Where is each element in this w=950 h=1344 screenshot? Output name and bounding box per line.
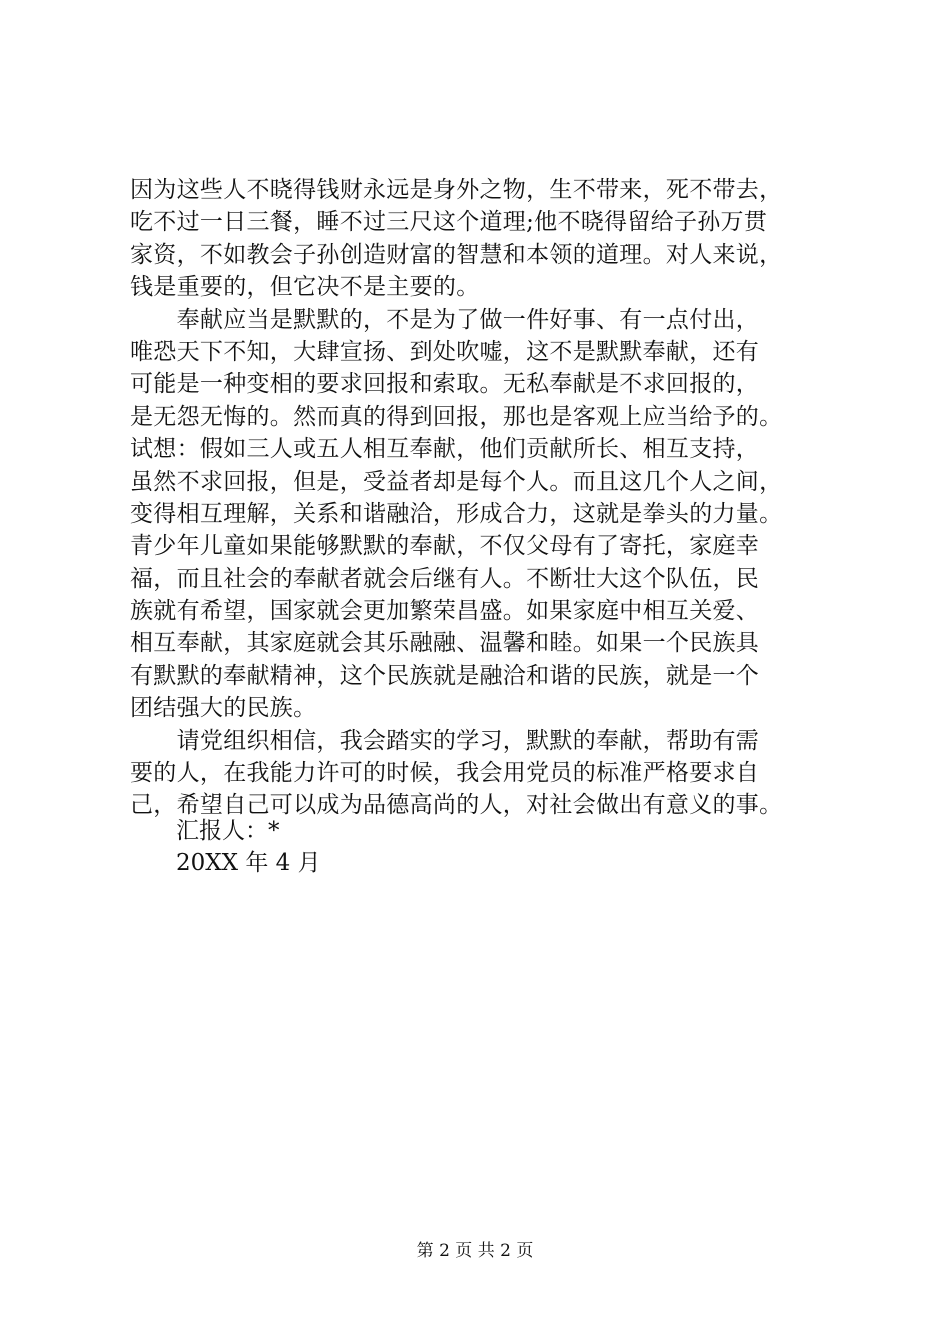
body-text bbox=[130, 174, 842, 822]
text-line: 有默默的奉献精神，这个民族就是融洽和谐的民族，就是一个 bbox=[130, 662, 760, 689]
text-line: 团结强大的民族。 bbox=[130, 695, 317, 722]
text-line: 要的人，在我能力许可的时候，我会用党员的标准严格要求自 bbox=[130, 760, 760, 787]
text-line: 唯恐天下不知，大肆宣扬、到处吹嘘，这不是默默奉献，还有 bbox=[130, 338, 760, 365]
text-line: 己，希望自己可以成为品德高尚的人，对社会做出有意义的事。 bbox=[130, 792, 783, 819]
date-line: 20XX 年 4 月 bbox=[176, 850, 321, 877]
text-line: 请党组织相信，我会踏实的学习，默默的奉献，帮助有需 bbox=[130, 727, 760, 754]
text-line: 吃不过一日三餐，睡不过三尺这个道理;他不晓得留给子孙万贯 bbox=[130, 209, 768, 236]
signature-block bbox=[176, 815, 321, 880]
text-line: 钱是重要的，但它决不是主要的。 bbox=[130, 274, 480, 301]
text-line: 试想：假如三人或五人相互奉献，他们贡献所长、相互支持， bbox=[130, 436, 760, 463]
text-line: 相互奉献，其家庭就会其乐融融、温馨和睦。如果一个民族具 bbox=[130, 630, 760, 657]
reporter-line: 汇报人：* bbox=[176, 818, 280, 844]
text-line: 族就有希望，国家就会更加繁荣昌盛。如果家庭中相互关爱、 bbox=[130, 598, 760, 625]
text-line: 家资，不如教会子孙创造财富的智慧和本领的道理。对人来说， bbox=[130, 241, 783, 268]
text-line: 因为这些人不晓得钱财永远是身外之物，生不带来，死不带去， bbox=[130, 177, 783, 203]
text-line: 青少年儿童如果能够默默的奉献，不仅父母有了寄托，家庭幸 bbox=[130, 533, 760, 560]
text-line: 是无怨无悔的。然而真的得到回报，那也是客观上应当给予的。 bbox=[130, 403, 783, 430]
text-line: 奉献应当是默默的，不是为了做一件好事、有一点付出， bbox=[130, 306, 760, 333]
text-line: 福，而且社会的奉献者就会后继有人。不断壮大这个队伍，民 bbox=[130, 565, 760, 592]
page-footer: 第 2 页 共 2 页 bbox=[416, 1241, 534, 1261]
text-line: 可能是一种变相的要求回报和索取。无私奉献是不求回报的， bbox=[130, 371, 760, 398]
text-line: 变得相互理解，关系和谐融洽，形成合力，这就是拳头的力量。 bbox=[130, 500, 783, 527]
text-line: 虽然不求回报，但是，受益者却是每个人。而且这几个人之间， bbox=[130, 468, 783, 495]
